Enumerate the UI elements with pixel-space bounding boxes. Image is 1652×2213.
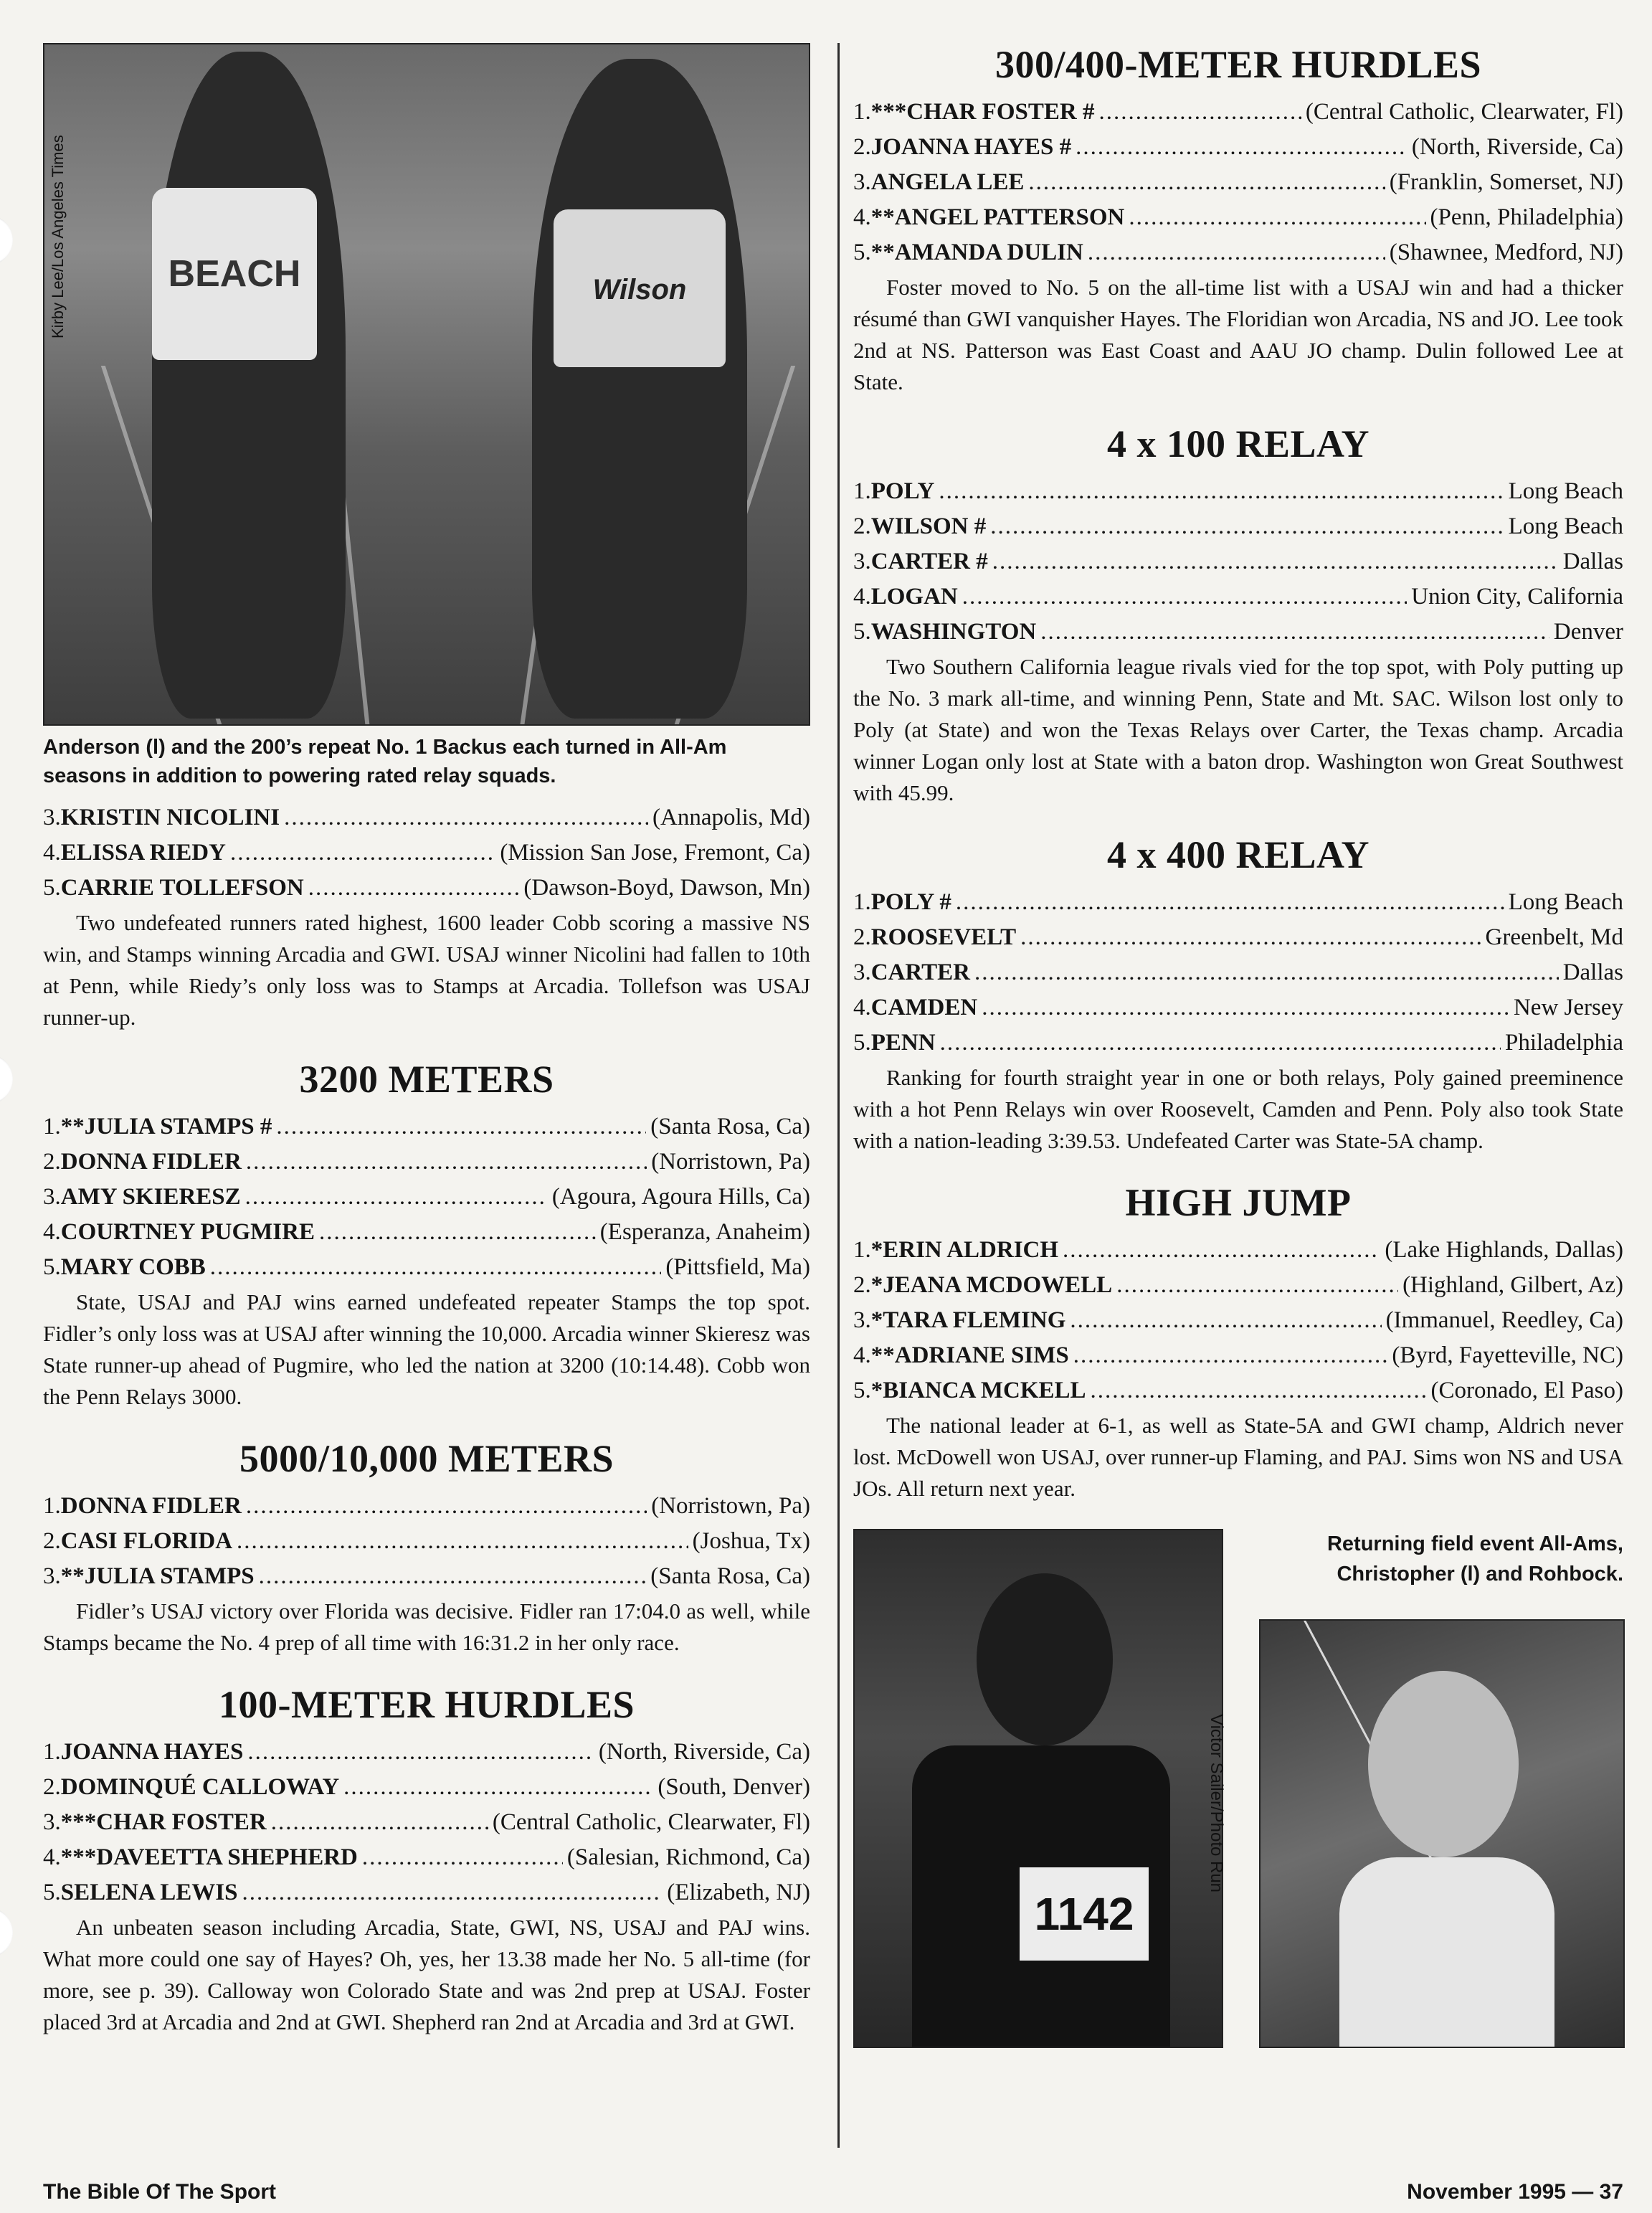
section-summary: State, USAJ and PAJ wins earned undefeated repeater Stamps the top spot. Fidler’s only loss was at USAJ after winning the 10,000. Arcadia winner Skieresz was State runner-up ahead of Pugmire, who led the nation at 3200 (10:14.48). Cobb won the Penn Relays 3000. <box>43 1289 810 1409</box>
ranking-row: 5. *BIANCA MCKELL ..... (Coronado, El Paso) <box>853 1373 1623 1408</box>
ranking-row: 3. CARTER # ..... Dallas <box>853 544 1623 579</box>
ranking-row: 4. **ADRIANE SIMS ..... (Byrd, Fayetteville, NC) <box>853 1338 1623 1373</box>
section-title: HIGH JUMP <box>1125 1181 1352 1224</box>
athlete-head <box>1368 1671 1519 1857</box>
ranking-row: 5. WASHINGTON ..... Denver <box>853 615 1623 650</box>
photo-caption: Returning field event All-Ams, Christopher (l) and Rohbock. <box>1326 1532 1623 1586</box>
ranking-row: 3. ***CHAR FOSTER ..... (Central Catholic, Clearwater, Fl) <box>43 1805 810 1840</box>
section-title: 4 x 100 RELAY <box>1106 422 1370 465</box>
ranking-row: 1. *ERIN ALDRICH ..... (Lake Highlands, Dallas) <box>853 1233 1623 1268</box>
section-title: 100-METER HURDLES <box>218 1683 635 1726</box>
ranking-row: 4. LOGAN ..... Union City, California <box>853 579 1623 615</box>
field-event-photos <box>853 1529 1623 2060</box>
ranking-row: 3. KRISTIN NICOLINI ..... (Annapolis, Md) <box>43 800 810 835</box>
section-summary: Two undefeated runners rated highest, 1600 leader Cobb scoring a massive NS win, and Stamps winning Arcadia and GWI. USAJ winner Nicolini had fallen to 10th at Penn, while Riedy’s only loss was to Stamps at Arcadia. Tollefson was USAJ runner-up. <box>43 910 810 1030</box>
footer-publication: The Bible Of The Sport <box>43 2180 277 2204</box>
ranking-row: 2. WILSON # ..... Long Beach <box>853 509 1623 544</box>
photo-credit: Victor Sailer/Photo Run <box>1207 1714 1226 1893</box>
ranking-row: 2. DONNA FIDLER ..... (Norristown, Pa) <box>43 1145 810 1180</box>
ranking-row: 2. DOMINQUÉ CALLOWAY ..... (South, Denver) <box>43 1770 810 1805</box>
binder-hole <box>0 215 13 265</box>
page-footer <box>43 2180 1623 2204</box>
ranking-row: 1. **JULIA STAMPS # ..... (Santa Rosa, Ca) <box>43 1109 810 1145</box>
athlete-head <box>977 1573 1113 1745</box>
ranking-row: 5. SELENA LEWIS ..... (Elizabeth, NJ) <box>43 1875 810 1910</box>
runner-left-figure <box>152 52 346 719</box>
athlete-top <box>1339 1857 1554 2048</box>
ranking-row: 4. CAMDEN ..... New Jersey <box>853 990 1623 1025</box>
left-column <box>43 43 810 2038</box>
ranking-row: 5. **AMANDA DULIN ..... (Shawnee, Medford, NJ) <box>853 235 1623 270</box>
binder-hole <box>0 1908 13 1958</box>
ranking-row: 1. ***CHAR FOSTER # ..... (Central Catholic, Clearwater, Fl) <box>853 95 1623 130</box>
section-title: 5000/10,000 METERS <box>239 1437 614 1480</box>
sprinters-photo <box>43 43 810 726</box>
photo-caption: Anderson (l) and the 200’s repeat No. 1 Backus each turned in All-Am seasons in addition to powering rated relay squads. <box>43 736 727 787</box>
runner-right-figure <box>532 59 747 719</box>
ranking-row: 3. *TARA FLEMING ..... (Immanuel, Reedley, Ca) <box>853 1303 1623 1338</box>
ranking-row: 2. ROOSEVELT ..... Greenbelt, Md <box>853 920 1623 955</box>
ranking-row: 1. POLY # ..... Long Beach <box>853 885 1623 920</box>
ranking-row: 4. ***DAVEETTA SHEPHERD ..... (Salesian, Richmond, Ca) <box>43 1840 810 1875</box>
ranking-row: 3. ANGELA LEE ..... (Franklin, Somerset, NJ) <box>853 165 1623 200</box>
ranking-row: 5. PENN ..... Philadelphia <box>853 1025 1623 1061</box>
ranking-row: 4. **ANGEL PATTERSON ..... (Penn, Philadelphia) <box>853 200 1623 235</box>
section-title: 300/400-METER HURDLES <box>994 43 1482 86</box>
section-title: 3200 METERS <box>299 1058 554 1101</box>
section-summary: Ranking for fourth straight year in one or both relays, Poly gained preeminence with a hot Penn Relays win over Roosevelt, Camden and Penn. Poly also took State with a nation-leading 3:39.53. Undefeated Carter was State-5A champ. <box>853 1065 1623 1153</box>
section-title: 4 x 400 RELAY <box>1106 833 1370 876</box>
ranking-row: 3. **JULIA STAMPS ..... (Santa Rosa, Ca) <box>43 1559 810 1594</box>
shirt-right: Wilson <box>554 209 726 367</box>
section-summary: Foster moved to No. 5 on the all-time list with a USAJ win and had a thicker résumé than GWI vanquisher Hayes. The Floridian won Arcadia, NS and JO. Lee took 2nd at NS. Patterson was East Coast and AAU JO champ. Dulin followed Lee at State. <box>853 275 1623 394</box>
ranking-row: 2. CASI FLORIDA ..... (Joshua, Tx) <box>43 1524 810 1559</box>
section-continued-list <box>43 800 810 1033</box>
athlete-photo-rohbock <box>1259 1619 1625 2048</box>
ranking-row: 2. *JEANA MCDOWELL ..... (Highland, Gilbert, Az) <box>853 1268 1623 1303</box>
section-summary: An unbeaten season including Arcadia, State, GWI, NS, USAJ and PAJ wins. What more could one say of Hayes? Oh, yes, her 13.38 made her No. 5 all-time (for more, see p. 39). Calloway won Colorado State and was 2nd prep at USAJ. Foster placed 3rd at Arcadia and 2nd at GWI. Shepherd ran 2nd at Arcadia and 3rd at GWI. <box>43 1915 810 2034</box>
footer-page-number: November 1995 — 37 <box>1407 2180 1623 2204</box>
column-divider <box>837 43 840 2148</box>
shirt-left: BEACH <box>152 188 317 360</box>
section-summary: Two Southern California league rivals vied for the top spot, with Poly putting up the No. 3 mark all-time, and winning Penn, State and Mt. SAC. Wilson lost only to Poly (at State) and won the Texas Relays over Carter, the Texas champ. Arcadia winner Logan only lost at State with a baton drop. Washington won Great Southwest with 45.99. <box>853 654 1623 805</box>
race-bib: 1142 <box>1020 1867 1149 1961</box>
right-column <box>853 43 1623 2060</box>
ranking-row: 3. CARTER ..... Dallas <box>853 955 1623 990</box>
ranking-row: 3. AMY SKIERESZ ..... (Agoura, Agoura Hills, Ca) <box>43 1180 810 1215</box>
photo-credit: Kirby Lee/Los Angeles Times <box>49 135 67 338</box>
section-summary: The national leader at 6-1, as well as State-5A and GWI champ, Aldrich never lost. McDowell won USAJ, over runner-up Flaming, and PAJ. Sims won NS and USA JOs. All return next year. <box>853 1413 1623 1501</box>
athlete-photo-christopher <box>853 1529 1223 2048</box>
ranking-row: 1. POLY ..... Long Beach <box>853 474 1623 509</box>
ranking-row: 1. JOANNA HAYES ..... (North, Riverside, Ca) <box>43 1735 810 1770</box>
ranking-row: 5. CARRIE TOLLEFSON ..... (Dawson-Boyd, Dawson, Mn) <box>43 871 810 906</box>
ranking-row: 2. JOANNA HAYES # ..... (North, Riverside, Ca) <box>853 130 1623 165</box>
ranking-row: 4. ELISSA RIEDY ..... (Mission San Jose, Fremont, Ca) <box>43 835 810 871</box>
ranking-row: 4. COURTNEY PUGMIRE ..... (Esperanza, Anaheim) <box>43 1215 810 1250</box>
ranking-row: 5. MARY COBB ..... (Pittsfield, Ma) <box>43 1250 810 1285</box>
ranking-row: 1. DONNA FIDLER ..... (Norristown, Pa) <box>43 1489 810 1524</box>
section-summary: Fidler’s USAJ victory over Florida was decisive. Fidler ran 17:04.0 as well, while Stamps became the No. 4 prep of all time with 16:31.2 in her only race. <box>43 1598 810 1655</box>
binder-hole <box>0 1054 13 1104</box>
